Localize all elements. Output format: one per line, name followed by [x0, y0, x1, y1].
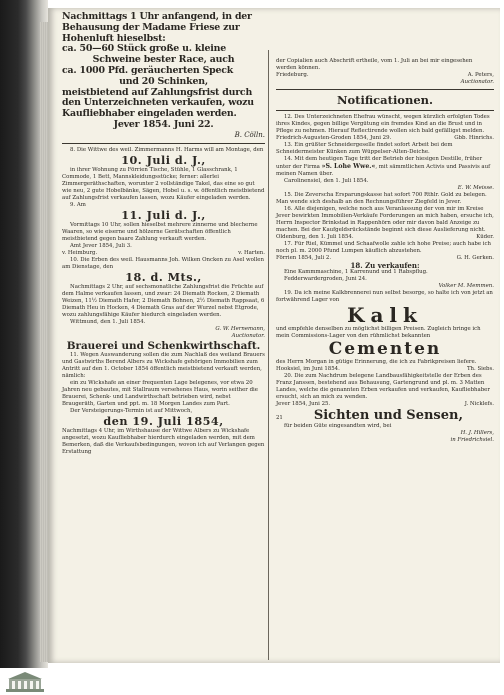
- notice-11-term: Der Versteigerungs-Termin ist auf Mittwoch,: [70, 407, 193, 414]
- signature: G. H. Gerken.: [456, 255, 494, 261]
- notice-18-sign: Volker M. Memmen.: [438, 283, 494, 289]
- right-top-signature-row: [276, 72, 494, 79]
- notice-16: 16. Alle diejenigen, welche noch aus Veranlassung der von mir im Kreise Jever bewirkten Immobilien-Verkäufe Forderungen an mich haben, ersuche ich, Herrn Inspector Brinkstad in Rappenhörn oder mir davon bald Anzeige zu machen. Bei der Kaufgeldsrückstände beginnt sich diese Auslieferung nicht.: [276, 206, 494, 233]
- notice-10: 10. Die Erben des weil. Hausmanns Joh. Wilken Oncken zu Asel wollen am Dienstage, den: [62, 256, 264, 270]
- notice-10-date: 18. d. Mts.,: [125, 269, 202, 284]
- notice-19: 19. Da ich meine Kalkbrennerei nun selbst besorge, so halte ich von jetzt an fortwährend Lager von: [276, 290, 493, 303]
- notice-12-sign-row: [276, 135, 494, 142]
- notice-9-place: Amt Jever 1854, Juli 3.: [70, 242, 132, 249]
- section-title: Brauerei und Schenkwirthschaft.: [66, 339, 261, 352]
- notice-16-sign-row: [276, 234, 494, 241]
- notice-21-number: 21: [276, 415, 283, 421]
- notice-8-date: 10. Juli d. J.,: [121, 152, 206, 167]
- notice-9: 9. Am: [70, 201, 86, 208]
- notice-10-place: Wittmund, den 1. Juli 1854.: [70, 318, 146, 325]
- notice-10-role: Auctionator.: [231, 332, 265, 339]
- notice-15: 15. Die Zeverscha Ersparungskasse hat sofort 700 Rthlr. Gold zu belegen. Man wende sich deshalb an den Rechnungsführer Ziegfeld in Jever.: [276, 192, 487, 205]
- notice-21: für beiden Güte eingesandten wird, bei: [284, 423, 392, 429]
- auction-headline: Nachmittags 1 Uhr anfangend, in der Behausung der Madame Friese zur Hohenluft hieselbst: ca. 50—60 Stück große u. kleine Schweine bester Race, auch ca. 1000 Pfd. geräucherten Speck und 20 Schinken, meistbietend auf Zahlungsfrist durch den Unterzeichneten verkaufen, wozu Kaufliebhaber eingeladen werden. Jever 1854. Juni 22.: [62, 11, 254, 130]
- brand-name: »S. Lohe Wwe.«: [321, 163, 376, 170]
- notice-11-end: Nachmittags 4 Uhr, im Wirthshause der Wittwe Albers zu Wickshafe angesetzt, wozu Kaufliebhaber hierdurch eingeladen werden, mit dem Bemerken, daß die Verkaufsbedingungen, wovon ich auf Verlangen gegen Erstattung: [62, 427, 265, 455]
- divider-rule: [276, 89, 494, 90]
- notice-14-text: 14. Mit dem heutigen Tage tritt der Betrieb der hiesigen Destille, früher unter der Firma: [276, 156, 483, 170]
- notice-18-place: Fedderwardergroden, Juni 24.: [284, 276, 367, 282]
- place: Oldenburg, den 1. Juli 1854.: [276, 234, 354, 240]
- notice-13: 13. Ein grüßter Schneidergeselle findet sofort Arbeit bei dem Schneidermeister Künken zum Wüppelser-Alten-Deiche.: [276, 142, 453, 155]
- place: Jever 1854, Juni 25.: [276, 401, 331, 407]
- notice-20-sign-row: [276, 401, 494, 408]
- notice-21-sign2: in Friedrichsiel.: [450, 437, 494, 443]
- divider-rule: [62, 143, 265, 144]
- library-logo-icon: [6, 671, 44, 693]
- divider-rule: [276, 110, 494, 111]
- notice-21-heading-row: [276, 408, 494, 423]
- notice-9-body: Vormittags 10 Uhr, sollen hieselbst mehrere zinnerne und blecherne Waaren, so wie eiserne und hölzerne Gerätschaften öffentlich meistbietend gegen baare Zahlung verkauft werden.: [62, 221, 258, 242]
- notice-11: 11. Wegen Auswanderung sollen die zum Nachlaß des weiland Brauers und Gastwirths Berend Albers zu Wickshafe gehörigen Immobilien zum Antritt auf den 1. October 1854 öffentlich meistbietend verkauft werden, nämlich:: [62, 351, 265, 379]
- notice-19-sign-row: [276, 366, 494, 373]
- notice-9-date: 11. Juli d. J.,: [121, 207, 206, 222]
- notice-17: 17. Für Riel, Kümmel und Schaafwolle zahle ich hohe Preise; auch habe ich noch pl. m. 2000 Pfund Lumpen käuflich abzustehen.: [276, 241, 491, 254]
- signature: A. Peters,: [467, 72, 494, 78]
- left-column: [62, 12, 265, 456]
- notice-14-sign: E. W. Meisse.: [457, 185, 494, 191]
- place: Förrien 1854, Juli 2.: [276, 255, 332, 261]
- signature: J. Nicklefs.: [464, 401, 494, 407]
- signature-left: v. Heimburg.: [62, 249, 98, 256]
- notice-14: [276, 156, 494, 178]
- notice-11-items: ein zu Wickshafe an einer frequenten Lage belegenes, vor etwa 20 Jahren neu gebautes, mit Stallraum versehenes Haus, worin seither die Brauerei, Schenk- und Landwirthschaft betrieben wird, nebst Braugeräth, Garten und ppt. m. 18 Morgen Landes zum Part.: [62, 379, 258, 407]
- bottom-strip: [0, 668, 504, 695]
- notice-14-place: Carolinensiel, den 1. Juli 1854.: [284, 178, 369, 184]
- notifications-title: Notificationen.: [336, 93, 434, 107]
- notice-8-body: in ihrer Wohnung zu Förrien Tische, Stühle, 1 Glasschrank, 1 Commode, 1 Bett, Mannskleidungsstücke; ferner: allerlei Zimmergeräthschaften, worunter 2 vollständige Takel, das eine so gut wie neu, 2 gute Hobelbänke, Sägen, Hobel u. s. w. öffentlich meistbietend auf Zahlungsfrist verkaufen lassen, wozu Käufer eingeladen werden.: [62, 166, 265, 201]
- notice-11-date: den 19. Juli 1854,: [103, 413, 224, 428]
- role: Auctionator.: [460, 79, 494, 85]
- signature: Gbb. Hinrichs.: [454, 135, 494, 141]
- right-column: [276, 58, 494, 444]
- notice-10-signature: G. W. Hernemann,: [215, 325, 265, 332]
- notice-20: 20. Die zum Nachdrum belegene Landbausfähigkeitstelle der Erben des Franz Janssen, bestehend aus Behausung, Gartengrund und pl. m. 3 Matten Landes, welche die genannten Erben verkaufen und verkaufen, Kaufliebhaber ersucht, sich an mich zu wenden.: [276, 373, 490, 400]
- notice-9-signatures: [62, 250, 265, 257]
- notice-21-sign: H. J. Hillers,: [460, 430, 494, 436]
- signature: B. Cölln.: [234, 130, 265, 139]
- notice-14-text-end: , mit sämmtlichen Activis und Passivis auf meinen Namen über.: [276, 164, 491, 177]
- right-top-text: der Copialien auch Abschrift ertheile, vom 1. Juli an bei mir eingesehen werden können.: [276, 58, 473, 71]
- place: Friedrich-Augusten-Groden 1854, Juni 29.: [276, 135, 392, 141]
- notice-10-body: Nachmittags 2 Uhr, auf sechsmonatliche Zahlungsfrist die Früchte auf dem Halme verkaufen lassen, und zwar: 24 Diemath Rocken, 2 Diemath Weizen, 11½ Diemath Hafer, 2 Diemath Bohnen, 2½ Diemath Rappsaat, 6 Diemath Heu in Hocken, 4 Diemath Gras auf der Wurzel nebst Etgrode, wozu zahlungsfähige Käufer hiedurch eingeladen werden.: [62, 283, 265, 318]
- column-divider: [268, 50, 269, 660]
- kalk-heading: Kalk: [347, 303, 423, 327]
- notice-12: 12. Des Unterzeichneten Ehefrau wünscht, wegen kürzlich erfolgten Todes ihres Kindes, gegen billige Vergütung ein fremdes Kind an die Brust und in Pflege zu nehmen. Hierauf Reflectirende wollen sich bald gefälligst melden.: [276, 114, 490, 134]
- notice-19-end: des Herrn Morgan in gütige Erinnerung, die ich zu Fabrikpreisen liefere.: [276, 359, 477, 365]
- notice-19-cont: und empfehle denselben zu möglichst billigen Preisen. Zugleich bringe ich mein Commissions-Lager von den rühmlichst bekannten: [276, 326, 481, 339]
- notice-18: Eine Kammmaschine, 1 Karrenund und 1 Rabspflug.: [284, 269, 428, 275]
- place: Friedeburg.: [276, 72, 309, 78]
- notice-18-title: 18. Zu verkaufen:: [350, 261, 420, 270]
- cement-heading: Cementen: [328, 339, 442, 359]
- place: Hooksiel, im Juni 1854.: [276, 366, 340, 372]
- signature-right: v. Harten.: [238, 249, 265, 256]
- notice-8: 8. Die Wittwe des weil. Zimmermanns H. Harms will am Montage, den: [70, 146, 264, 153]
- signature: Th. Siebs.: [466, 366, 494, 372]
- signature: Küder.: [476, 234, 494, 240]
- sichten-heading: Sichten und Sensen,: [313, 408, 463, 423]
